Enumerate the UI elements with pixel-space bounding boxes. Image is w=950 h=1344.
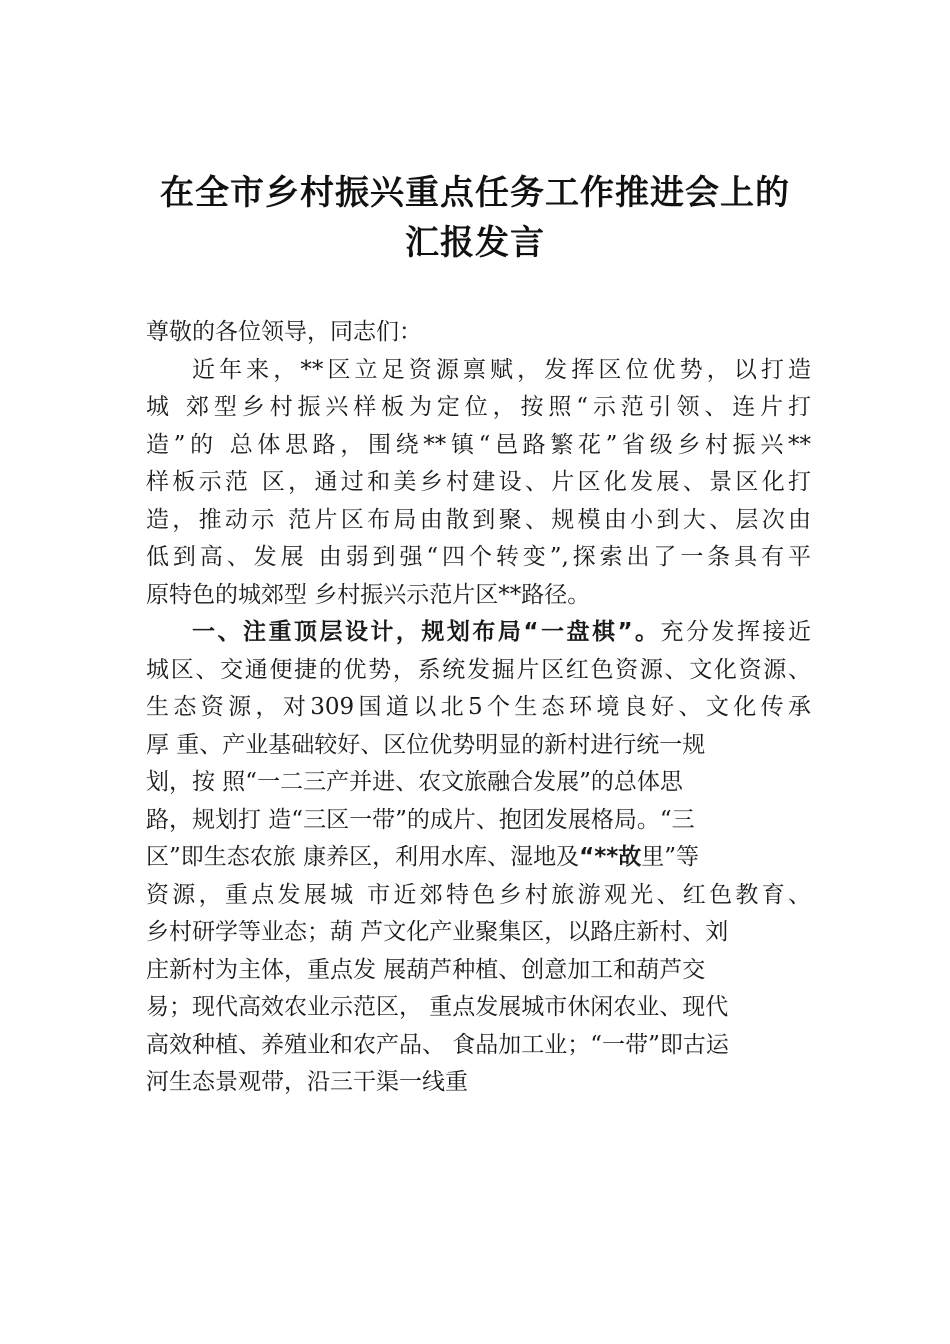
- section1-line: 城区、交通便捷的优势，系统发掘片区红色资源、文化资源、: [146, 656, 811, 683]
- intro-line: 造”的 总体思路，围绕**镇“邑路繁花”省级乡村振兴**: [146, 431, 811, 458]
- section1-line: 河生态景观带，沿三干渠一线重: [146, 1069, 468, 1095]
- section1-line: 易；现代高效农业示范区， 重点发展城市休闲农业、现代: [146, 994, 729, 1020]
- section1-line: 庄新村为主体，重点发 展葫芦种植、创意加工和葫芦交: [146, 956, 706, 983]
- intro-line: 城 郊型乡村振兴样板为定位，按照“示范引领、连片打: [146, 394, 811, 420]
- intro-line: 近年来，**区立足资源禀赋，发挥区位优势，以打造: [192, 356, 811, 383]
- section1-line: 生态资源，对309国道以北5个生态环境良好、文化传承: [146, 694, 811, 720]
- intro-line: 原特色的城郊型 乡村振兴示范片区**路径。: [146, 581, 591, 608]
- document-title: [0, 168, 950, 268]
- section1-line: 高效种植、养殖业和农产品、 食品加工业；“一带”即古运: [146, 1031, 729, 1058]
- title-line-1: 在全市乡村振兴重点任务工作推进会上的: [160, 173, 790, 213]
- section1-line: 划，按 照“一二三产并进、农文旅融合发展”的总体思: [146, 769, 683, 795]
- title-line-2: 汇报发言: [405, 223, 545, 263]
- section1-heading: 一、注重顶层设计，规划布局“一盘棋”。: [192, 619, 661, 645]
- intro-line: 样板示范 区，通过和美乡村建设、片区化发展、景区化打: [146, 469, 811, 495]
- section1-bold-quote: “**故: [579, 844, 642, 870]
- section1-line: 厚 重、产业基础较好、区位优势明显的新村进行统一规: [146, 731, 706, 758]
- section1-text: 里”等: [641, 844, 700, 870]
- intro-line: 低到高、发展 由弱到强“四个转变”,探索出了一条具有平: [146, 544, 811, 570]
- section1-first-line: [146, 614, 811, 652]
- intro-line: 造，推动示 范片区布局由散到聚、规模由小到大、层次由: [146, 506, 811, 533]
- section1-line-with-bold: [146, 839, 811, 877]
- greeting: 尊敬的各位领导，同志们：: [146, 319, 422, 345]
- section1-line: 资源，重点发展城 市近郊特色乡村旅游观光、红色教育、: [146, 881, 811, 908]
- section1-line: 乡村研学等业态；葫 芦文化产业聚集区，以路庄新村、刘: [146, 919, 729, 945]
- section1-text: 区”即生态农旅 康养区，利用水库、湿地及: [146, 844, 580, 870]
- section1-first-line-rest: 充分发挥接近: [660, 619, 811, 645]
- document-body: [146, 314, 811, 1102]
- section1-line: 路，规划打 造“三区一带”的成片、抱团发展格局。“三: [146, 806, 695, 833]
